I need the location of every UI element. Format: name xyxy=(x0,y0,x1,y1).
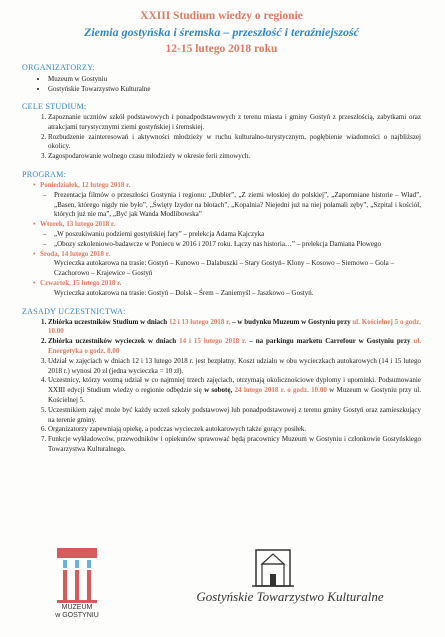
rules-list xyxy=(22,318,421,455)
list-item: 4. Uczestnicy, którzy wezmą udział w co najmniej trzech zajęciach, otrzymają okolicznościowe dyplomy i upominki. Podsumowanie XXIII edycji Studium wiedzy o regionie odbędzie się w sobotę, 24 lutego 2018 r. o godz. 10.00 w Muzeum w Gostyniu przy ul. Kościelnej 5. xyxy=(48,376,421,405)
dash-icon: – xyxy=(43,229,47,238)
program-day xyxy=(22,250,421,260)
list-item: 5. Uczestnikiem zajęć może być każdy uczeń szkoły podstawowej lub ponadpodstawowej z terenu gminy Gostyń oraz zamieszkujący na terenie gminy. xyxy=(48,406,421,426)
program-heading: PROGRAM: xyxy=(22,169,67,179)
rules-heading: ZASADY UCZESTNICTWA: xyxy=(22,306,126,316)
bullet-icon: • xyxy=(33,249,36,258)
list-item: 1. Zbiórka uczestników Studium w dniach 12 i 13 lutego 2018 r. – w budynku Muzeum w Gostyniu przy ul. Kościelnej 5 o godz. 10.00 xyxy=(48,318,421,338)
footer-logos xyxy=(0,546,445,637)
organizers-list xyxy=(22,74,421,94)
program-entry: – „Obozy szkoleniowo-badawcze w Poniecu w 2016 i 2017 roku. Łączy nas historia…” – prelekcja Damiana Płowego xyxy=(43,239,381,248)
museum-logo-icon xyxy=(55,546,99,604)
event-dates: 12-15 lutego 2018 roku xyxy=(165,43,278,55)
museum-logo-text: MUZEUM w GOSTYNIU xyxy=(55,604,99,619)
program-day xyxy=(22,279,421,289)
gtk-logo-text: Gostyńskie Towarzystwo Kulturalne xyxy=(196,589,384,604)
organizers-heading: ORGANIZATORZY: xyxy=(22,63,96,72)
list-item: 1. Zapoznanie uczniów szkół podstawowych i ponadpodstawowych z terenu miasta i gminy Gostyń z przeszłością, zabytkami oraz atrakcjami turystycznymi ziemi gostyńskiej i śremskiej. xyxy=(48,113,421,133)
list-item: • Gostyńskie Towarzystwo Kulturalne xyxy=(48,84,421,94)
list-item: 3. Udział w zajęciach w dniach 12 i 13 lutego 2018 r. jest bezpłatny. Koszt udziału w obu wycieczkach autokarowych (14 i 15 lutego 2018 r.) wynosi 20 zł (jedna wycieczka = 10 zł). xyxy=(48,357,421,377)
list-item: • Muzeum w Gostyniu xyxy=(48,74,421,84)
program-entry: Wycieczka autokarowa na trasie: Gostyń – Dolsk – Śrem – Zaniemyśl – Jaszkowo – Gostyń. xyxy=(54,288,314,297)
event-subtitle: Ziemia gostyńska i śremska – przeszłość i teraźniejszość xyxy=(83,25,359,39)
program-day xyxy=(22,181,421,191)
list-item: 7. Funkcje wykładowców, przewodników i opiekunów sprawować będą pracownicy Muzeum w Gostyniu i członkowie Gostyńskiego Towarzystwa Kulturalnego. xyxy=(48,435,421,455)
event-title: XXIII Studium wiedzy o regionie xyxy=(140,10,303,22)
program-day-label: Wtorek, 13 lutego 2018 r. xyxy=(40,220,116,229)
goals-list xyxy=(22,113,421,162)
program-entry: – „W poszukiwaniu podziemi gostyńskiej fary” – prelekcja Adama Kajczyka xyxy=(43,229,265,238)
program-day-label: Poniedziałek, 12 lutego 2018 r. xyxy=(40,180,131,189)
bullet-icon: • xyxy=(33,180,36,189)
dash-icon: – xyxy=(43,239,47,248)
list-item: 3. Zagospodarowanie wolnego czasu młodzieży w okresie ferii zimowych. xyxy=(48,152,421,162)
program-day xyxy=(22,220,421,230)
bullet-icon: • xyxy=(33,220,36,229)
goals-heading: CELE STUDIUM: xyxy=(22,102,87,111)
list-item: 2. Rozbudzenie zainteresowań i aktywności młodzieży w ruchu kulturalno-turystycznym, pogłębienie wiadomości o najbliższej okolicy. xyxy=(48,133,421,153)
list-item: 6. Organizatorzy zapewniają opiekę, a podczas wycieczek autokarowych także gorący posiłek. xyxy=(48,425,421,435)
program-entry: Wycieczka autokarowa na trasie: Gostyń – Kunowo – Dalabuszki – Stary Gostyń– Klony – Kosowo – Siemowo – Gola – Czachorowo – Krajewice – Gostyń xyxy=(54,259,394,278)
program-day-label: Czwartek, 15 lutego 2018 r. xyxy=(40,278,122,287)
program-list xyxy=(22,181,421,299)
bullet-icon: • xyxy=(33,278,36,287)
program-day-label: Środa, 14 lutego 2018 r. xyxy=(40,249,111,258)
gtk-logo-icon xyxy=(248,546,298,590)
program-entry: – Prezentacja filmów o przeszłości Gostynia i regionu: „Dubler”, „Z ziemi włoskiej do polskiej”, „Zapomniane historie – Wład”, „Basen, którego nigdy nie było”, „Święty Izydor na błotach”, „Kopalnia? Niejedni już na niej połamali zęby”, „Szpital i kościół, których już nie ma”, „Być jak Wanda Modlibowska” xyxy=(43,190,421,219)
list-item: 2. Zbiórka uczestników wycieczek w dniach 14 i 15 lutego 2018 r. – na parkingu marketu Carrefour w Gostyniu przy ul. Energetyka o godz. 8.00 xyxy=(48,337,421,357)
dash-icon: – xyxy=(43,190,47,199)
